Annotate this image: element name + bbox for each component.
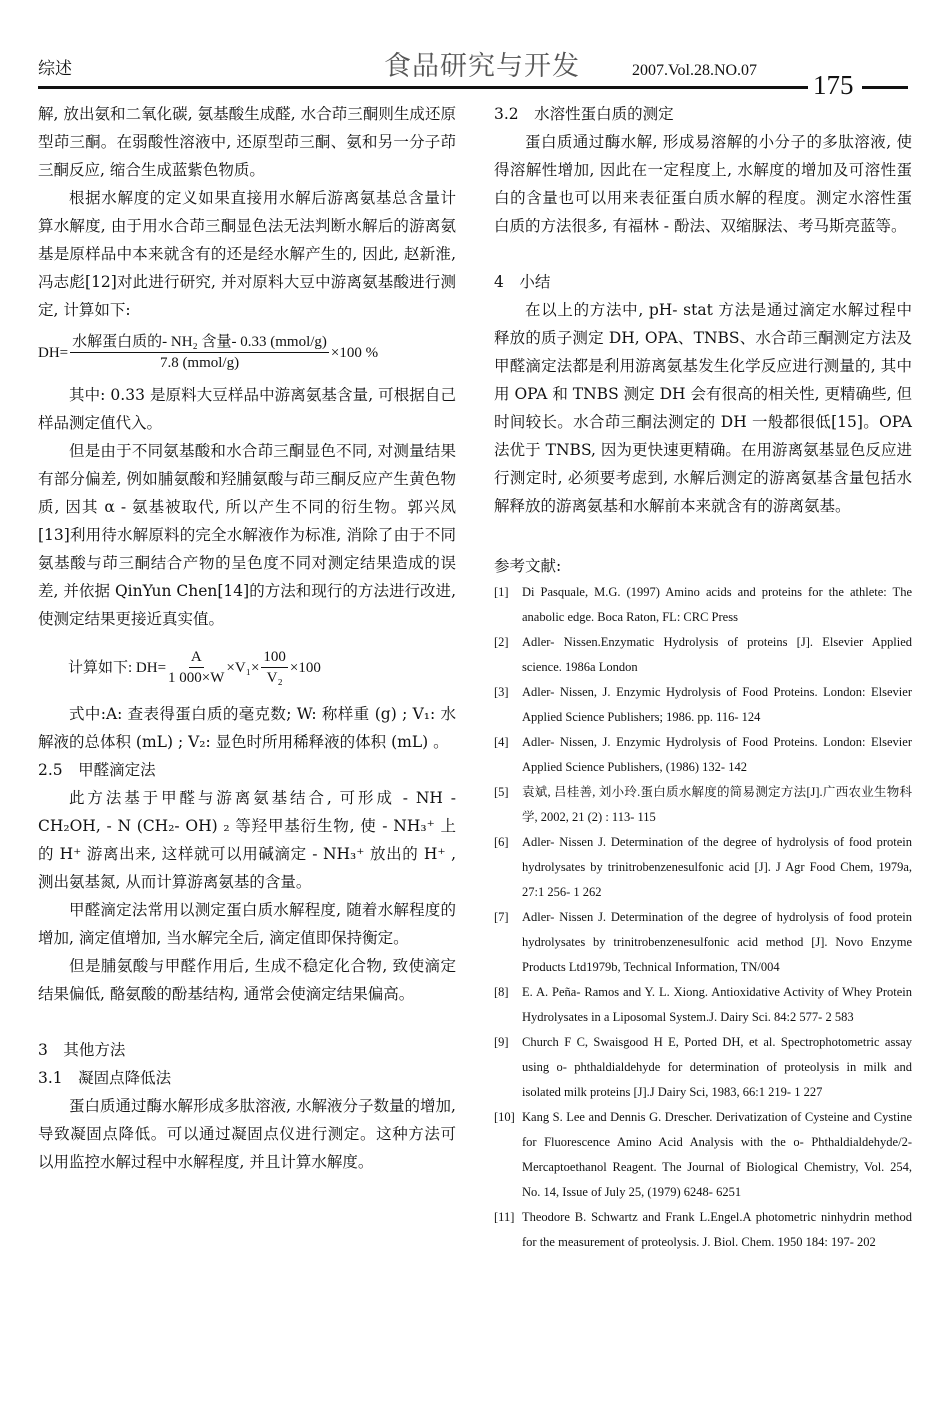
paragraph: 但是由于不同氨基酸和水合茚三酮显色不同, 对测量结果有部分偏差, 例如脯氨酸和羟脯氨酸与茚三酮反应产生黄色物质, 因其 α - 氨基被取代, 所以产生不同的衍生物。郭兴凤[13]利用待水解原料的完全水解液作为标准, 消除了由于不同氨基酸与茚三酮结合产物的呈色度不同对测定结果造成的误差, 并依据 QinYun Chen[14]的方法和现行的方法进行改进,使测定结果更接近真实值。 xyxy=(38,442,456,628)
equation-fraction xyxy=(261,647,288,688)
paragraph: 甲醛滴定法常用以测定蛋白质水解程度, 随着水解程度的增加, 滴定值增加, 当水解完全后, 滴定值即保持衡定。 xyxy=(38,901,456,947)
paragraph: 但是脯氨酸与甲醛作用后, 生成不稳定化合物, 致使滴定结果偏低, 酪氨酸的酚基结构, 通常会使滴定结果偏高。 xyxy=(38,957,456,1003)
reference-item xyxy=(494,580,912,630)
section-heading: 3.2 水溶性蛋白质的测定 xyxy=(494,105,674,123)
equation-rhs: ×100 % xyxy=(330,344,379,361)
equation-denominator: 7.8 (mmol/g) xyxy=(159,355,240,371)
reference-list xyxy=(494,580,912,1255)
equation-denominator: V₂ xyxy=(266,670,283,686)
reference-text: Adler- Nissen.Enzymatic Hydrolysis of proteins [J]. Elsevier Applied science. 1986a London xyxy=(522,635,912,674)
spacer xyxy=(38,1008,456,1036)
equation-lhs: DH= xyxy=(38,344,69,361)
equation-rhs: ×100 xyxy=(289,659,321,676)
section-heading: 4 小结 xyxy=(494,273,551,291)
references-heading: 参考文献: xyxy=(494,557,562,575)
reference-number: [3] xyxy=(494,685,509,699)
reference-number: [8] xyxy=(494,985,509,999)
reference-text: Adler- Nissen, J. Enzymic Hydrolysis of Food Proteins. London: Elsevier Applied Science Publishers; 1986. pp. 116- 124 xyxy=(522,685,912,724)
equation-fraction xyxy=(168,647,224,688)
reference-number: [9] xyxy=(494,1035,509,1049)
reference-number: [7] xyxy=(494,910,509,924)
reference-number: [2] xyxy=(494,635,509,649)
reference-text: E. A. Peña- Ramos and Y. L. Xiong. Antioxidative Activity of Whey Protein Hydrolysates in a Liposomal System.J. Dairy Sci. 84:2 577- 2 583 xyxy=(522,985,912,1024)
equation-dh-1 xyxy=(38,332,456,373)
equation-dh-2 xyxy=(38,647,456,688)
spacer xyxy=(494,240,912,268)
reference-item xyxy=(494,1030,912,1105)
reference-text: Kang S. Lee and Dennis G. Drescher. Derivatization of Cysteine and Cystine for Fluorescence Amino Acid Analysis with the o- Phthaldialdehyde/2- Mercaptoethanol Reagent. The Journal of Biological Chemistry, Vol. 254, No. 14, Issue of July 25, (1979) 6248- 6251 xyxy=(522,1110,912,1199)
reference-item xyxy=(494,780,912,830)
equation-middle: ×V₁× xyxy=(226,659,260,676)
header-rule-right xyxy=(862,86,908,89)
reference-number: [6] xyxy=(494,835,509,849)
equation-fraction xyxy=(70,332,329,373)
paragraph: 式中:A: 查表得蛋白质的毫克数; W: 称样重 (g) ; V₁: 水解液的总体积 (mL) ; V₂: 显色时所用稀释液的体积 (mL) 。 xyxy=(38,705,456,751)
reference-text: Adler- Nissen J. Determination of the degree of hydrolysis of food protein hydrolysates by trinitrobenzenesulfonic acid method [J]. Novo Enzyme Products Ltd1979b, Technical Information, TN/004 xyxy=(522,910,912,974)
reference-text: Theodore B. Schwartz and Frank L.Engel.A photometric ninhydrin method for the measurement of proteolysis. J. Biol. Chem. 1950 184: 197- 202 xyxy=(522,1210,912,1249)
equation-numerator: 水解蛋白质的- NH₂ 含量- 0.33 (mmol/g) xyxy=(70,332,329,353)
section-heading: 2.5 甲醛滴定法 xyxy=(38,761,156,779)
section-heading: 3 其他方法 xyxy=(38,1041,126,1059)
equation-numerator: A xyxy=(189,647,204,668)
reference-text: Church F C, Swaisgood H E, Ported DH, et al. Spectrophotometric assay using o- phthaldialdehyde for determination of proteolysis in milk and isolated milk proteins [J].J Dairy Sci, 1983, 66:1 219- 1 227 xyxy=(522,1035,912,1099)
reference-item xyxy=(494,1205,912,1255)
reference-item xyxy=(494,1105,912,1205)
reference-number: [1] xyxy=(494,585,509,599)
equation-denominator: 1 000×W xyxy=(168,670,225,686)
paragraph: 蛋白质通过酶水解形成多肽溶液, 水解液分子数量的增加, 导致凝固点降低。可以通过凝固点仪进行测定。这种方法可以用监控水解过程中水解程度, 并且计算水解度。 xyxy=(38,1097,456,1171)
spacer xyxy=(494,520,912,548)
reference-text: Adler- Nissen, J. Enzymic Hydrolysis of Food Proteins. London: Elsevier Applied Science Publishers, (1986) 132- 142 xyxy=(522,735,912,774)
reference-text: 袁斌, 吕桂善, 刘小玲.蛋白质水解度的简易测定方法[J].广西农业生物科学, 2002, 21 (2) : 113- 115 xyxy=(522,785,912,824)
reference-item xyxy=(494,730,912,780)
paragraph: 蛋白质通过酶水解, 形成易溶解的小分子的多肽溶液, 使得溶解性增加, 因此在一定程度上, 水解度的增加及可溶性蛋白的含量也可以用来表征蛋白质水解的程度。测定水溶性蛋白质的方法很多, 有福林 - 酚法、双缩脲法、考马斯亮蓝等。 xyxy=(494,133,912,235)
section-label: 综述 xyxy=(38,59,72,79)
equation-prefix: 计算如下: DH= xyxy=(68,659,167,676)
reference-text: Di Pasquale, M.G. (1997) Amino acids and proteins for the athlete: The anabolic edge. Boca Raton, FL: CRC Press xyxy=(522,585,912,624)
issue-info: 2007.Vol.28.NO.07 xyxy=(632,62,758,79)
reference-item xyxy=(494,980,912,1030)
paragraph: 此方法基于甲醛与游离氨基结合, 可形成 - NH - CH₂OH, - N (CH₂- OH) ₂ 等羟甲基衍生物, 使 - NH₃⁺ 上的 H⁺ 游离出来, 这样就可以用碱滴定 - NH₃⁺ 放出的 H⁺ , 测出氨基氮, 从而计算游离氨基的含量。 xyxy=(38,789,456,891)
reference-number: [11] xyxy=(494,1210,515,1224)
reference-number: [10] xyxy=(494,1110,515,1124)
reference-number: [4] xyxy=(494,735,509,749)
paragraph: 解, 放出氨和二氧化碳, 氨基酸生成醛, 水合茚三酮则生成还原型茚三酮。在弱酸性溶液中, 还原型茚三酮、氨和另一分子茚三酮反应, 缩合生成蓝紫色物质。 xyxy=(38,105,456,179)
right-column xyxy=(494,100,912,1255)
section-heading: 3.1 凝固点降低法 xyxy=(38,1069,172,1087)
reference-text: Adler- Nissen J. Determination of the degree of hydrolysis of food protein hydrolysates by trinitrobenzenesulfonic acid [J]. J Agr Food Chem, 1979a, 27:1 256- 1 262 xyxy=(522,835,912,899)
reference-number: [5] xyxy=(494,785,509,799)
reference-item xyxy=(494,680,912,730)
equation-numerator: 100 xyxy=(261,647,288,668)
journal-title: 食品研究与开发 xyxy=(384,51,580,82)
page-number: 175 xyxy=(813,70,854,100)
left-column xyxy=(38,100,456,1176)
paragraph: 其中: 0.33 是原料大豆样品中游离氨基含量, 可根据自己样品测定值代入。 xyxy=(38,386,456,432)
paragraph: 根据水解度的定义如果直接用水解后游离氨基总含量计算水解度, 由于用水合茚三酮显色法无法判断水解后的游离氨基是原样品中本来就含有的还是经水解产生的, 因此, 赵新淮, 冯志彪[12]对此进行研究, 并对原料大豆中游离氨基酸进行测定, 计算如下: xyxy=(38,189,456,319)
reference-item xyxy=(494,830,912,905)
header-rule xyxy=(38,86,808,89)
paragraph: 在以上的方法中, pH- stat 方法是通过滴定水解过程中释放的质子测定 DH, OPA、TNBS、水合茚三酮测定方法及甲醛滴定法都是利用游离氨基发生化学反应进行测量的, 其中用 OPA 和 TNBS 测定 DH 会有很高的相关性, 更精确些, 但时间较长。水合茚三酮法测定的 DH 一般都很低[15]。OPA 法优于 TNBS, 因为更快速更精确。在用游离氨基显色反应进行测定时, 必须要考虑到, 水解后测定的游离氨基含量包括水解释放的游离氨基和水解前本来就含有的游离氨基。 xyxy=(494,301,912,515)
reference-item xyxy=(494,905,912,980)
reference-item xyxy=(494,630,912,680)
